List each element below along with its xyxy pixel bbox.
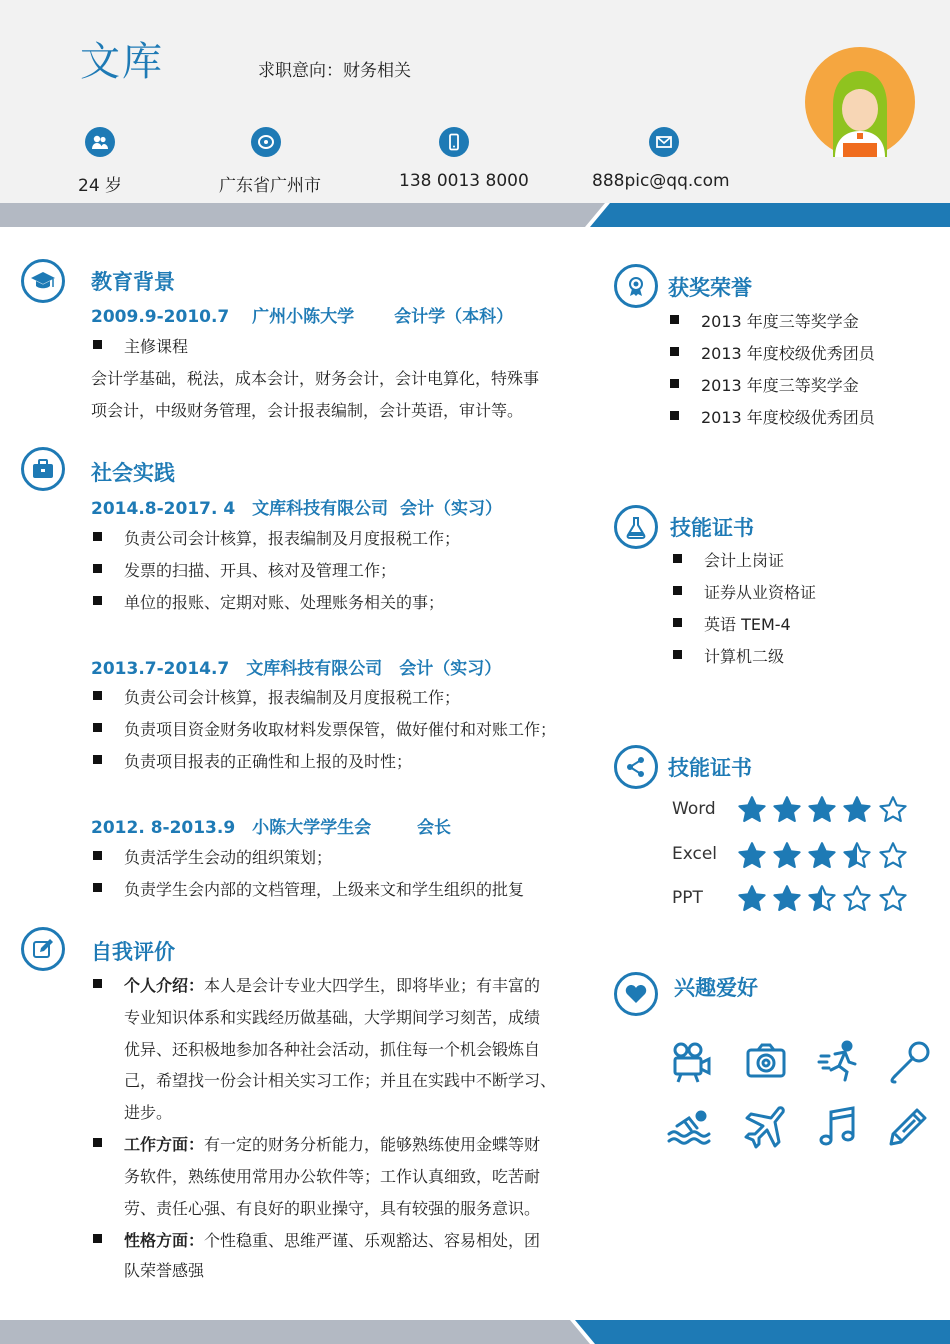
self-line: 劳、责任心强、有良好的职业操守，具有较强的服务意识。 (124, 1199, 541, 1218)
skill-name: Excel (672, 844, 718, 864)
star-full-icon (808, 796, 836, 824)
share-icon (614, 745, 658, 789)
job-item: 负责活学生会动的组织策划； (124, 848, 333, 867)
bullet (93, 1234, 102, 1243)
self-line: 务软件，熟练使用常用办公软件等；工作认真细致，吃苦耐 (124, 1167, 541, 1186)
job-item: 负责学生会内部的文档管理，上级来文和学生组织的批复 (124, 880, 525, 899)
star-half-icon (843, 842, 871, 870)
bullet (673, 586, 682, 595)
job-item: 负责项目资金财务收取材料发票保管，做好催付和对账工作； (124, 720, 557, 739)
cert-item: 会计上岗证 (704, 551, 785, 570)
education-title: 教育背景 (91, 270, 175, 294)
bullet (93, 691, 102, 700)
phone-text: 138 0013 8000 (399, 171, 529, 191)
bullet (93, 1138, 102, 1147)
self-evaluation-title: 自我评价 (91, 940, 175, 964)
self-line: 性格方面：个性稳重、思维严谨、乐观豁达、容易相处，团 (124, 1231, 541, 1250)
bullet (93, 340, 102, 349)
bullet (93, 723, 102, 732)
email-icon (649, 127, 679, 157)
flask-icon (614, 505, 658, 549)
bullet (93, 596, 102, 605)
star-empty-icon (879, 842, 907, 870)
award-item: 2013 年度三等奖学金 (701, 376, 859, 395)
self-label: 性格方面： (124, 1231, 205, 1250)
education-head: 2009.9-2010.7 广州小陈大学 会计学（本科） (91, 307, 514, 327)
cert-item: 计算机二级 (704, 647, 785, 666)
heart-icon (614, 972, 658, 1016)
job-item: 负责公司会计核算，报表编制及月度报税工作； (124, 529, 461, 548)
email-text: 888pic@qq.com (592, 171, 730, 191)
star-full-icon (773, 796, 801, 824)
bullet (93, 851, 102, 860)
cert-item: 英语 TEM-4 (704, 615, 791, 634)
star-full-icon (808, 842, 836, 870)
medal-icon (614, 264, 658, 308)
awards-title: 获奖荣誉 (668, 276, 752, 300)
self-line: 专业知识体系和实践经历做基础，大学期间学习刻苦，成绩 (124, 1008, 541, 1027)
star-full-icon (738, 885, 766, 913)
briefcase-icon (21, 447, 65, 491)
hobbies-title: 兴趣爱好 (674, 976, 758, 1000)
job-item: 发票的扫描、开具、核对及管理工作； (124, 561, 397, 580)
course-line: 项会计，中级财务管理，会计报表编制，会计英语，审计等。 (91, 401, 524, 420)
course-label: 主修课程 (124, 337, 189, 356)
star-empty-icon (879, 885, 907, 913)
bullet (673, 554, 682, 563)
practice-title: 社会实践 (91, 461, 175, 485)
self-line: 进步。 (124, 1103, 173, 1122)
award-item: 2013 年度校级优秀团员 (701, 344, 875, 363)
music-icon (815, 1104, 861, 1150)
bullet (93, 979, 102, 988)
bullet (670, 347, 679, 356)
bullet (670, 379, 679, 388)
star-empty-icon (879, 796, 907, 824)
age-text: 24 岁 (78, 176, 123, 196)
bullet (673, 618, 682, 627)
bullet (93, 883, 102, 892)
job-head: 2013.7-2014.7 文库科技有限公司 会计（实习） (91, 659, 502, 679)
location-icon (251, 127, 281, 157)
skill-name: PPT (672, 888, 703, 908)
self-label: 工作方面： (124, 1135, 205, 1154)
pencil-icon (885, 1104, 931, 1150)
star-full-icon (738, 796, 766, 824)
self-label: 个人介绍： (124, 976, 205, 995)
self-line: 个人介绍：本人是会计专业大四学生，即将毕业；有丰富的 (124, 976, 541, 995)
star-half-icon (808, 885, 836, 913)
job-intent: 求职意向：财务相关 (258, 61, 411, 81)
camera-icon (743, 1038, 789, 1084)
job-item: 负责公司会计核算，报表编制及月度报税工作； (124, 688, 461, 707)
self-line: 优异、还积极地参加各种社会活动，抓住每一个机会锻炼自 (124, 1040, 541, 1059)
microphone-icon (887, 1038, 933, 1084)
edit-icon (21, 927, 65, 971)
course-line: 会计学基础，税法，成本会计，财务会计，会计电算化，特殊事 (91, 369, 540, 388)
user-icon (85, 127, 115, 157)
self-line: 工作方面：有一定的财务分析能力，能够熟练使用金蝶等财 (124, 1135, 541, 1154)
job-item: 单位的报账、定期对账、处理账务相关的事； (124, 593, 445, 612)
airplane-icon (741, 1104, 787, 1150)
award-item: 2013 年度校级优秀团员 (701, 408, 875, 427)
video-camera-icon (667, 1038, 713, 1084)
graduation-cap-icon (21, 259, 65, 303)
bullet (93, 532, 102, 541)
cert-item: 证券从业资格证 (704, 583, 817, 602)
star-empty-icon (843, 885, 871, 913)
star-full-icon (773, 842, 801, 870)
footer-band (0, 1320, 950, 1344)
skill-name: Word (672, 799, 716, 819)
candidate-name: 文库 (80, 39, 164, 85)
bullet (670, 411, 679, 420)
running-icon (817, 1038, 863, 1084)
star-full-icon (843, 796, 871, 824)
swimming-icon (667, 1104, 713, 1150)
star-full-icon (738, 842, 766, 870)
job-head: 2012. 8-2013.9 小陈大学学生会 会长 (91, 818, 452, 838)
certs-title: 技能证书 (670, 516, 754, 540)
location-text: 广东省广州市 (219, 176, 321, 196)
self-line: 己，希望找一份会计相关实习工作；并且在实践中不断学习、 (124, 1071, 557, 1090)
phone-icon (439, 127, 469, 157)
job-head: 2014.8-2017. 4 文库科技有限公司 会计（实习） (91, 499, 503, 519)
skills-title: 技能证书 (668, 756, 752, 780)
header-divider-band (0, 203, 950, 227)
award-item: 2013 年度三等奖学金 (701, 312, 859, 331)
star-full-icon (773, 885, 801, 913)
avatar (805, 47, 915, 157)
bullet (673, 650, 682, 659)
self-line-clipped: 队荣誉感强 (124, 1261, 205, 1280)
bullet (93, 755, 102, 764)
bullet (670, 315, 679, 324)
bullet (93, 564, 102, 573)
job-item: 负责项目报表的正确性和上报的及时性； (124, 752, 413, 771)
